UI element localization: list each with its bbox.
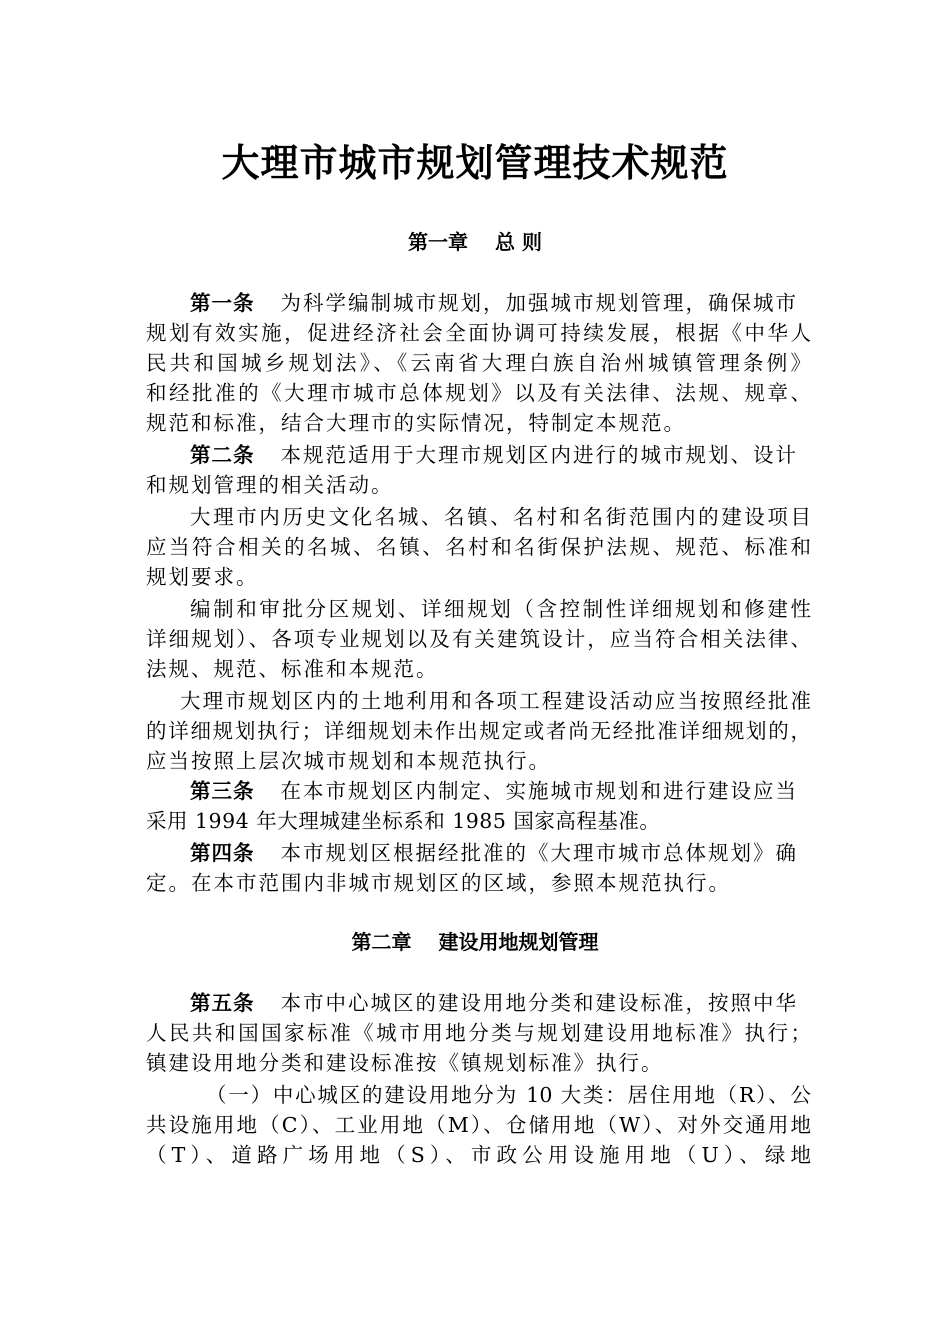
paragraph-landuse-line-2: 的详细规划执行；详细规划未作出规定或者尚无经批准详细规划的， (146, 719, 811, 743)
article-1-line-3: 民共和国城乡规划法》、《云南省大理白族自治州城镇管理条例》 (146, 351, 811, 375)
text-span: 为科学编制城市规划，加强城市规划管理，确保城市 (280, 291, 798, 315)
paragraph-historic-line-2: 应当符合相关的名城、名镇、名村和名街保护法规、规范、标准和 (146, 535, 811, 559)
chapter-heading-2: 第二章 建设用地规划管理 (351, 930, 599, 954)
article-1-line-2: 规划有效实施，促进经济社会全面协调可持续发展，根据《中华人 (146, 321, 811, 345)
chapter-heading-1: 第一章 总 则 (408, 230, 542, 254)
paragraph-planning-line-3: 法规、规范、标准和本规范。 (146, 657, 439, 681)
article-1-line-5: 规范和标准，结合大理市的实际情况，特制定本规范。 (146, 411, 686, 435)
paragraph-landuse-line-3: 应当按照上层次城市规划和本规范执行。 (146, 749, 551, 773)
article-5-line-2: 人民共和国国家标准《城市用地分类与规划建设用地标准》执行； (146, 1021, 811, 1045)
article-3-line-1 (190, 776, 811, 806)
paragraph-landuse-line-1: 大理市规划区内的土地利用和各项工程建设活动应当按照经批准 (180, 689, 811, 713)
article-label: 第二条 (190, 443, 255, 467)
paragraph-classification-line-2: 共设施用地（C）、工业用地（M）、仓储用地（W）、对外交通用地 (146, 1113, 811, 1137)
article-label: 第四条 (190, 841, 255, 865)
article-2-line-1 (190, 440, 811, 470)
text-span: 在本市规划区内制定、实施城市规划和进行建设应当 (280, 779, 798, 803)
article-3-line-2: 采用 1994 年大理城建坐标系和 1985 国家高程基准。 (146, 809, 661, 833)
article-label: 第一条 (190, 291, 255, 315)
paragraph-historic-line-3: 规划要求。 (146, 565, 259, 589)
article-1-line-1 (190, 288, 811, 318)
paragraph-classification-line-1: （一）中心城区的建设用地分为 10 大类：居住用地（R）、公 (206, 1083, 811, 1107)
article-label: 第三条 (190, 779, 255, 803)
text-span: 本规范适用于大理市规划区内进行的城市规划、设计 (280, 443, 798, 467)
article-label: 第五条 (190, 991, 255, 1015)
article-5-line-1 (190, 988, 811, 1018)
text-span: 本市规划区根据经批准的《大理市城市总体规划》确 (280, 841, 798, 865)
article-5-line-3: 镇建设用地分类和建设标准按《镇规划标准》执行。 (146, 1051, 664, 1075)
paragraph-planning-line-2: 详细规划）、各项专业规划以及有关建筑设计，应当符合相关法律、 (146, 627, 811, 651)
paragraph-planning-line-1: 编制和审批分区规划、详细规划（含控制性详细规划和修建性 (190, 597, 811, 621)
paragraph-classification-line-3: （T）、道路广场用地（S）、市政公用设施用地（U）、绿地 (146, 1143, 811, 1167)
paragraph-historic-line-1: 大理市内历史文化名城、名镇、名村和名街范围内的建设项目 (190, 505, 811, 529)
document-title: 大理市城市规划管理技术规范 (221, 140, 729, 185)
article-4-line-2: 定。在本市范围内非城市规划区的区域，参照本规范执行。 (146, 871, 731, 895)
text-span: 本市中心城区的建设用地分类和建设标准，按照中华 (280, 991, 798, 1015)
article-1-line-4: 和经批准的《大理市城市总体规划》以及有关法律、法规、规章、 (146, 381, 811, 405)
article-4-line-1 (190, 838, 811, 868)
article-2-line-2: 和规划管理的相关活动。 (146, 473, 394, 497)
